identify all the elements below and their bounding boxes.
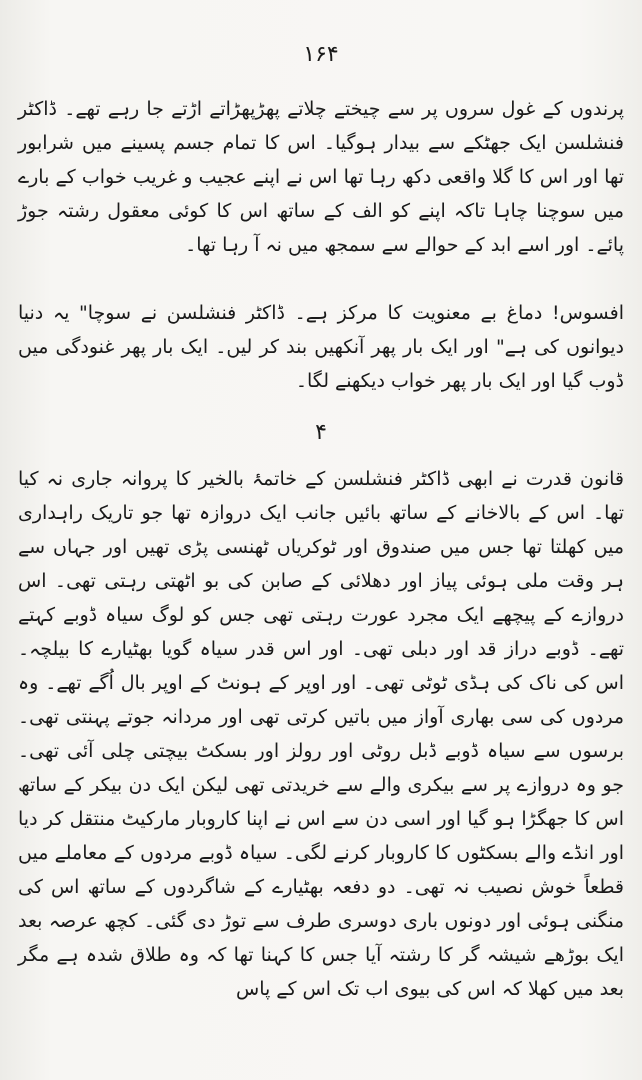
paragraph-2: افسوس! دماغ بے معنویت کا مرکز ہے۔ ڈاکٹر فنشلسن نے سوچا" یہ دنیا دیوانوں کی ہے" اور ایک بار پھر آنکھیں بند کر لیں۔ ایک بار پھر غنودگی میں ڈوب گیا اور ایک بار پھر خواب دیکھنے لگا۔ bbox=[18, 302, 624, 392]
paragraph-3: قانون قدرت نے ابھی ڈاکٹر فنشلسن کے خاتمۂ بالخیر کا پروانہ جاری نہ کیا تھا۔ اس کے بالاخانے کے ساتھ بائیں جانب ایک دروازہ تھا جو تاریک راہداری میں کھلتا تھا جس میں صندوق اور ٹوکریاں ٹھنسی پڑی تھیں اور جہاں سے ہر وقت ملی ہوئی پیاز اور دھلائی کے صابن کی بو اٹھتی رہتی تھی۔ اس دروازے کے پیچھے ایک مجرد عورت رہتی تھی جس کو لوگ سیاہ ڈوبے کہتے تھے۔ ڈوبے دراز قد اور دبلی تھی۔ اور اس قدر سیاہ گویا بھٹیارے کا بیلچہ۔ اس کی ناک کی ہڈی ٹوٹی تھی۔ اور اوپر کے ہونٹ کے اوپر بال اُگے تھے۔ وہ مردوں کی سی بھاری آواز میں باتیں کرتی تھی اور مردانہ جوتے پہنتی تھی۔ برسوں سے سیاہ ڈوبے ڈبل روٹی اور رولز اور بسکٹ بیچتی چلی آئی تھی۔ جو وہ دروازے پر سے بیکری والے سے خریدتی تھی لیکن ایک دن بیکر کے ساتھ اس کا جھگڑا ہو گیا اور اسی دن سے اس نے اپنا کاروبار مارکیٹ منتقل کر دیا اور انڈے والے بسکٹوں کا کاروبار کرنے لگی۔ سیاہ ڈوبے مردوں کے معاملے میں قطعاً خوش نصیب نہ تھی۔ دو دفعہ بھٹیارے کے شاگردوں کے ساتھ اس کی منگنی ہوئی اور دونوں باری دوسری طرف سے توڑ دی گئی۔ کچھ عرصہ بعد ایک بوڑھے شیشہ گر کا رشتہ آیا جس کا کہنا تھا کہ وہ طلاق شدہ ہے مگر بعد میں کھلا کہ اس کی بیوی اب تک اس کے پاس bbox=[18, 468, 624, 1000]
section-number: ۴ bbox=[315, 420, 327, 445]
paragraph-1: پرندوں کے غول سروں پر سے چیختے چلاتے پھڑپھڑاتے اڑتے جا رہے تھے۔ ڈاکٹر فنشلسن ایک جھٹکے سے بیدار ہوگیا۔ اس کا تمام جسم پسینے میں شرابور تھا اور اس کا گلا واقعی دکھ رہا تھا اس نے اپنے عجیب و غریب خواب کے بارے میں سوچنا چاہا تاکہ اپنے کو الف کے ساتھ اس کا کوئی معقول رشتہ جوڑ پائے۔ اور اسے ابد کے حوالے سے سمجھ میں نہ آ رہا تھا۔ bbox=[18, 98, 624, 256]
page-number: ۱۶۴ bbox=[303, 42, 339, 67]
